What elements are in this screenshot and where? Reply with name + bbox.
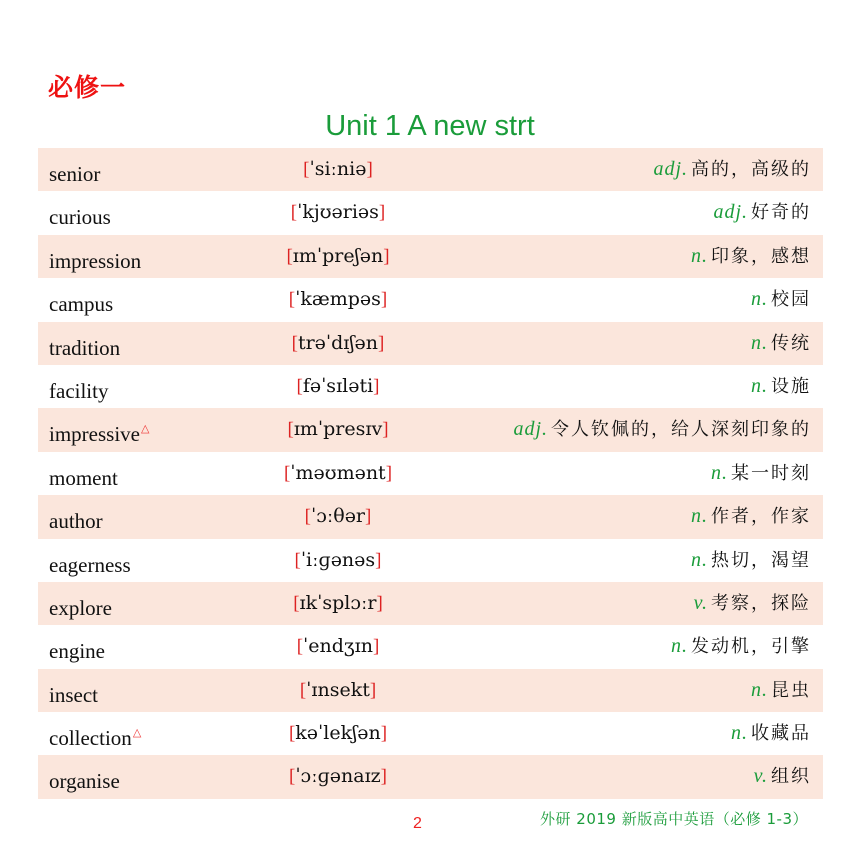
vocab-row bbox=[38, 235, 823, 278]
phonetic-text: ˈɪnsekt bbox=[306, 678, 370, 701]
bracket-close: ] bbox=[378, 332, 385, 354]
vocab-meaning bbox=[751, 669, 811, 712]
vocab-meaning bbox=[694, 582, 811, 625]
bracket-close: ] bbox=[380, 766, 387, 788]
triangle-mark-icon: △ bbox=[140, 423, 150, 436]
vocab-phonetic bbox=[238, 582, 438, 625]
meaning-text: 高的，高级的 bbox=[691, 159, 811, 180]
vocab-word bbox=[49, 625, 106, 673]
vocab-meaning bbox=[671, 625, 811, 668]
bracket-close: ] bbox=[383, 245, 390, 267]
phonetic-text: ɪmˈpresɪv bbox=[293, 418, 383, 441]
footer-source: 外研 2019 新版高中英语（必修 1-3） bbox=[540, 810, 808, 828]
word-text: collection bbox=[49, 726, 132, 751]
bracket-open: [ bbox=[296, 375, 303, 397]
phonetic-text: ˈsiːniə bbox=[309, 158, 367, 180]
vocab-word bbox=[49, 278, 114, 326]
bracket-open: [ bbox=[299, 679, 307, 701]
word-text: impressive bbox=[49, 422, 140, 447]
word-text: impression bbox=[49, 248, 142, 273]
meaning-text: 印象，感想 bbox=[711, 245, 811, 267]
page-number: 2 bbox=[413, 815, 422, 832]
vocab-row bbox=[38, 148, 823, 191]
vocab-word bbox=[49, 408, 149, 456]
bracket-open: [ bbox=[287, 419, 294, 441]
bracket-close: ] bbox=[378, 202, 386, 224]
part-of-speech: n. bbox=[751, 678, 768, 701]
vocab-row bbox=[38, 755, 823, 798]
bracket-open: [ bbox=[303, 159, 310, 180]
phonetic-text: ˈendʒɪn bbox=[303, 635, 373, 658]
bracket-close: ] bbox=[369, 679, 377, 701]
vocab-meaning bbox=[691, 539, 811, 582]
phonetic-text: ˈməʊmənt bbox=[290, 461, 386, 484]
part-of-speech: n. bbox=[731, 722, 748, 745]
meaning-text: 好奇的 bbox=[751, 202, 811, 224]
bracket-open: [ bbox=[283, 462, 291, 484]
vocab-word bbox=[49, 322, 121, 370]
bracket-close: ] bbox=[375, 549, 382, 571]
vocab-row bbox=[38, 625, 823, 668]
bracket-close: ] bbox=[372, 636, 380, 658]
meaning-text: 热切，渴望 bbox=[711, 549, 811, 571]
part-of-speech: n. bbox=[691, 505, 708, 528]
word-text: organise bbox=[49, 769, 120, 794]
vocab-word bbox=[49, 712, 141, 760]
bracket-open: [ bbox=[290, 202, 298, 224]
vocab-table bbox=[38, 148, 823, 799]
vocab-row bbox=[38, 669, 823, 712]
vocab-row bbox=[38, 452, 823, 495]
phonetic-text: ɪmˈpreʃən bbox=[292, 244, 384, 267]
book-title: 必修一 bbox=[48, 73, 127, 102]
vocab-meaning bbox=[691, 495, 811, 538]
vocab-meaning bbox=[751, 365, 811, 408]
vocab-phonetic bbox=[238, 408, 438, 451]
vocab-word bbox=[49, 452, 119, 500]
vocab-phonetic bbox=[238, 235, 438, 278]
phonetic-text: ɪkˈsplɔːr bbox=[299, 591, 377, 614]
meaning-text: 作者，作家 bbox=[711, 506, 811, 528]
vocab-word bbox=[49, 495, 104, 543]
phonetic-text: ˈɔːθər bbox=[310, 505, 366, 528]
vocab-word bbox=[49, 235, 142, 283]
bracket-close: ] bbox=[373, 375, 380, 397]
vocab-word bbox=[49, 365, 109, 413]
vocab-phonetic bbox=[238, 539, 438, 582]
vocab-meaning bbox=[691, 235, 811, 278]
part-of-speech: n. bbox=[751, 374, 768, 397]
vocab-meaning bbox=[754, 755, 811, 798]
part-of-speech: n. bbox=[711, 461, 728, 484]
unit-title: Unit 1 A new strt bbox=[325, 110, 535, 142]
vocab-row bbox=[38, 408, 823, 451]
vocab-row bbox=[38, 539, 823, 582]
phonetic-text: fəˈsɪləti bbox=[302, 374, 374, 397]
bracket-close: ] bbox=[376, 592, 383, 614]
vocab-row bbox=[38, 365, 823, 408]
vocab-meaning bbox=[751, 322, 811, 365]
bracket-open: [ bbox=[293, 592, 300, 614]
part-of-speech: n. bbox=[671, 635, 688, 658]
bracket-close: ] bbox=[366, 159, 373, 180]
vocab-word bbox=[49, 148, 101, 196]
part-of-speech: n. bbox=[691, 548, 708, 571]
part-of-speech: n. bbox=[751, 331, 768, 354]
vocab-meaning bbox=[713, 191, 811, 234]
meaning-text: 设施 bbox=[771, 375, 811, 397]
word-text: eagerness bbox=[49, 552, 131, 577]
word-text: insect bbox=[49, 682, 98, 707]
meaning-text: 组织 bbox=[771, 766, 811, 788]
triangle-mark-icon: △ bbox=[132, 727, 142, 740]
vocab-phonetic bbox=[238, 278, 438, 321]
part-of-speech: adj. bbox=[653, 158, 688, 180]
bracket-open: [ bbox=[304, 506, 311, 528]
word-text: author bbox=[49, 509, 103, 534]
phonetic-text: ˈkæmpəs bbox=[295, 288, 381, 311]
phonetic-text: kəˈlekʃən bbox=[295, 722, 381, 745]
vocab-row bbox=[38, 322, 823, 365]
vocab-row bbox=[38, 278, 823, 321]
meaning-text: 令人钦佩的，给人深刻印象的 bbox=[551, 419, 811, 441]
meaning-text: 某一时刻 bbox=[731, 462, 811, 484]
vocab-phonetic bbox=[238, 495, 438, 538]
vocab-row bbox=[38, 712, 823, 755]
vocab-phonetic bbox=[238, 712, 438, 755]
vocab-row bbox=[38, 191, 823, 234]
phonetic-text: trəˈdɪʃən bbox=[297, 331, 379, 354]
bracket-close: ] bbox=[385, 462, 393, 484]
meaning-text: 收藏品 bbox=[751, 723, 811, 745]
meaning-text: 昆虫 bbox=[771, 679, 811, 701]
word-text: facility bbox=[49, 378, 109, 403]
vocab-phonetic bbox=[238, 452, 438, 495]
vocab-phonetic bbox=[238, 625, 438, 668]
part-of-speech: v. bbox=[693, 591, 708, 614]
bracket-close: ] bbox=[380, 723, 388, 745]
part-of-speech: n. bbox=[691, 244, 708, 267]
vocab-phonetic bbox=[238, 322, 438, 365]
vocab-row bbox=[38, 495, 823, 538]
part-of-speech: adj. bbox=[513, 418, 548, 441]
bracket-open: [ bbox=[286, 245, 293, 267]
bracket-open: [ bbox=[288, 289, 296, 311]
word-text: curious bbox=[49, 205, 111, 230]
vocab-phonetic bbox=[238, 148, 438, 191]
word-text: explore bbox=[49, 595, 112, 620]
vocab-row bbox=[38, 582, 823, 625]
vocab-meaning bbox=[711, 452, 811, 495]
part-of-speech: adj. bbox=[713, 201, 748, 224]
vocab-word bbox=[49, 755, 121, 803]
vocab-phonetic bbox=[238, 365, 438, 408]
word-text: senior bbox=[49, 162, 101, 186]
vocab-phonetic bbox=[238, 755, 438, 798]
bracket-close: ] bbox=[365, 506, 372, 528]
meaning-text: 发动机，引擎 bbox=[691, 636, 811, 658]
phonetic-text: ˈkjʊəriəs bbox=[297, 201, 379, 224]
vocab-meaning bbox=[513, 408, 811, 451]
part-of-speech: v. bbox=[753, 765, 768, 788]
bracket-close: ] bbox=[382, 419, 389, 441]
bracket-close: ] bbox=[380, 289, 388, 311]
meaning-text: 考察，探险 bbox=[711, 592, 811, 614]
vocab-phonetic bbox=[238, 191, 438, 234]
meaning-text: 校园 bbox=[771, 289, 811, 311]
bracket-open: [ bbox=[294, 549, 301, 571]
word-text: moment bbox=[49, 465, 118, 490]
vocab-word bbox=[49, 582, 113, 630]
phonetic-text: ˈiːɡənəs bbox=[300, 548, 376, 571]
word-text: tradition bbox=[49, 335, 121, 360]
meaning-text: 传统 bbox=[771, 332, 811, 354]
phonetic-text: ˈɔːɡənaɪz bbox=[295, 765, 381, 788]
part-of-speech: n. bbox=[751, 288, 768, 311]
vocab-meaning bbox=[731, 712, 811, 755]
vocab-word bbox=[49, 191, 112, 239]
vocab-word bbox=[49, 539, 132, 587]
word-text: engine bbox=[49, 639, 105, 664]
bracket-open: [ bbox=[289, 766, 296, 788]
vocab-word bbox=[49, 669, 99, 717]
bracket-open: [ bbox=[291, 332, 298, 354]
vocab-phonetic bbox=[238, 669, 438, 712]
word-text: campus bbox=[49, 292, 114, 317]
bracket-open: [ bbox=[296, 636, 304, 658]
bracket-open: [ bbox=[288, 723, 296, 745]
vocab-meaning bbox=[751, 278, 811, 321]
vocab-meaning bbox=[653, 148, 811, 191]
